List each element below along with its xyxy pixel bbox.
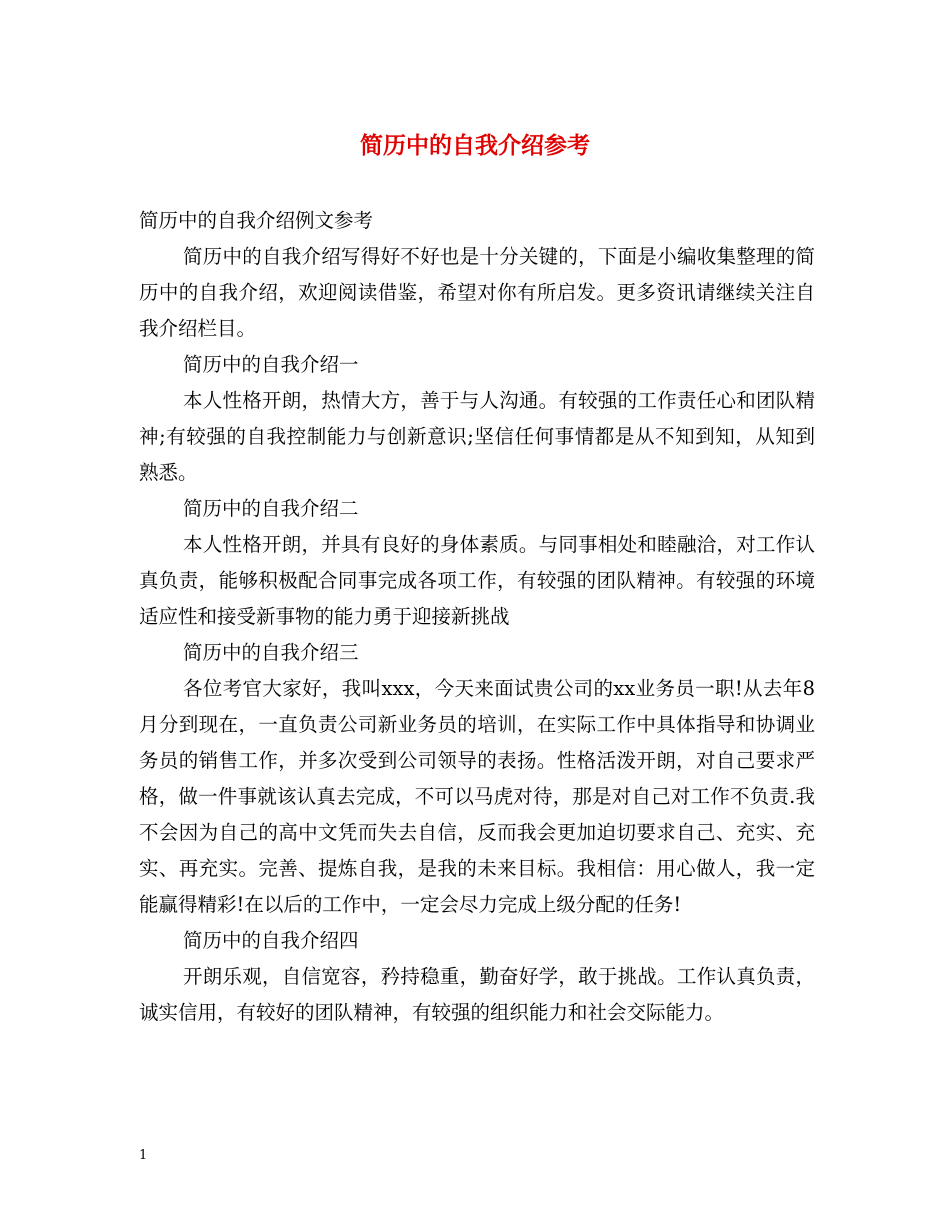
section-paragraph-1: 本人性格开朗，热情大方，善于与人沟通。有较强的工作责任心和团队精神;有较强的自我控制能力与创新意识;坚信任何事情都是从不知到知，从知到熟悉。 [139,389,815,484]
section-heading-3: 简历中的自我介绍三 [183,641,359,664]
document-body [139,203,815,1031]
section-paragraph-2: 本人性格开朗，并具有良好的身体素质。与同事相处和睦融洽，对工作认真负责，能够积极配合同事完成各项工作，有较强的团队精神。有较强的环境适应性和接受新事物的能力勇于迎接新挑战 [139,533,815,628]
section-paragraph-3: 各位考官大家好，我叫xxx，今天来面试贵公司的xx业务员一职!从去年8月分到现在，一直负责公司新业务员的培训，在实际工作中具体指导和协调业务员的销售工作，并多次受到公司领导的表扬。性格活泼开朗，对自己要求严格，做一件事就该认真去完成，不可以马虎对待，那是对自己对工作不负责.我不会因为自己的高中文凭而失去自信，反而我会更加迫切要求自己、充实、充实、再充实。完善、提炼自我，是我的未来目标。我相信：用心做人，我一定能赢得精彩!在以后的工作中，一定会尽力完成上级分配的任务! [139,677,815,916]
document-subtitle: 简历中的自我介绍例文参考 [139,209,374,232]
section-heading-2: 简历中的自我介绍二 [183,497,359,520]
page-number: 1 [139,1148,148,1163]
intro-paragraph: 简历中的自我介绍写得好不好也是十分关键的，下面是小编收集整理的简历中的自我介绍，欢迎阅读借鉴，希望对你有所启发。更多资讯请继续关注自我介绍栏目。 [139,245,815,340]
document-title: 简历中的自我介绍参考 [360,132,590,159]
section-heading-4: 简历中的自我介绍四 [183,929,359,952]
section-paragraph-4: 开朗乐观，自信宽容，矜持稳重，勤奋好学，敢于挑战。工作认真负责，诚实信用，有较好的团队精神，有较强的组织能力和社会交际能力。 [139,965,815,1024]
section-heading-1: 简历中的自我介绍一 [183,353,359,376]
